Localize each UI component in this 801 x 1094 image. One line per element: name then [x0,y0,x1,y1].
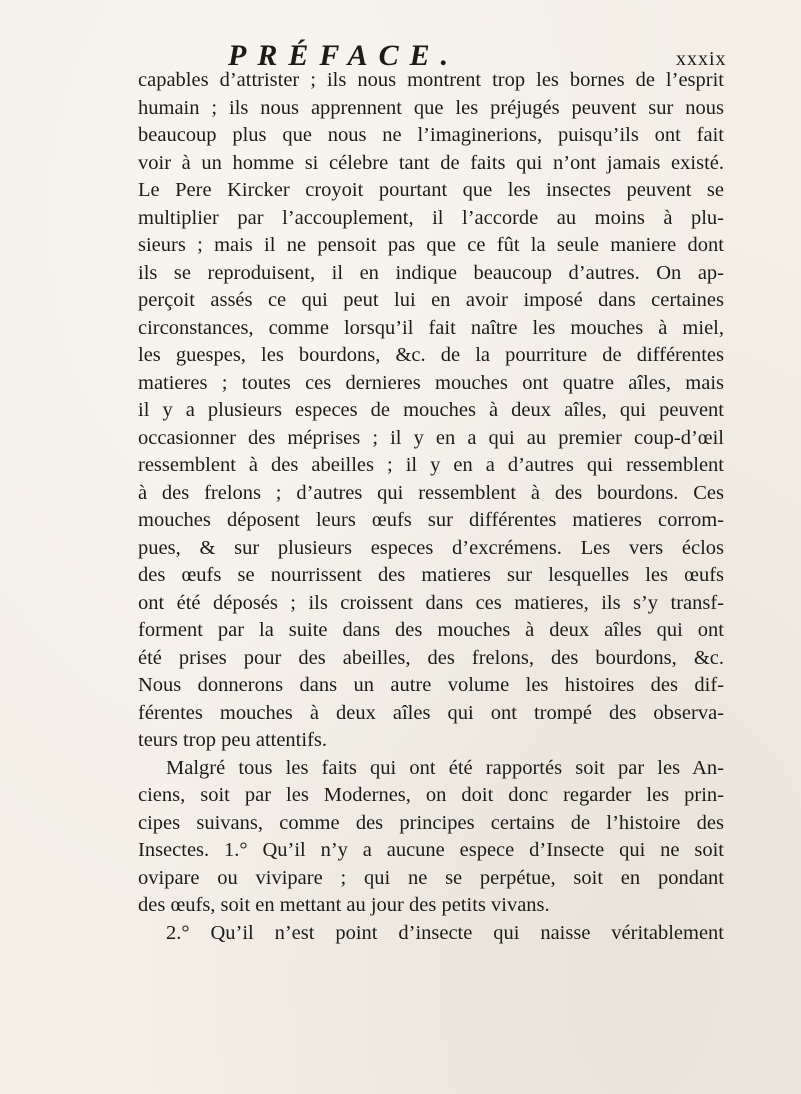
text-line: ressemblent à des abeilles ; il y en a d’autres qui ressemblent [138,454,724,476]
page-number: xxxix [676,48,727,70]
text-line: 2.° Qu’il n’est point d’insecte qui naisse véritablement [166,921,724,944]
text-line: circonstances, comme lorsqu’il fait naître les mouches à miel, [138,316,724,339]
body-text [138,67,724,947]
text-line: les guespes, les bourdons, &c. de la pourriture de différentes [138,344,724,366]
text-line: pues, & sur plusieurs especes d’excrémens. Les vers éclos [138,536,724,559]
text-line: Nous donnerons dans un autre volume les histoires des dif- [138,674,724,696]
text-line: voir à un homme si célebre tant de faits qui n’ont jamais existé. [138,151,724,174]
text-line: ciens, soit par les Modernes, on doit donc regarder les prin- [138,784,724,806]
text-line: forment par la suite dans des mouches à deux aîles qui ont [138,619,724,641]
text-line: teurs trop peu attentifs. [138,729,328,751]
text-line: Malgré tous les faits qui ont été rapportés soit par les An- [166,756,724,779]
text-line: été prises pour des abeilles, des frelons, des bourdons, &c. [138,646,724,669]
text-line: cipes suivans, comme des principes certains de l’histoire des [138,811,724,834]
running-title: PRÉFACE. [228,39,460,72]
text-line: à des frelons ; d’autres qui ressemblent à des bourdons. Ces [138,481,724,504]
text-line: Le Pere Kircker croyoit pourtant que les insectes peuvent se [138,179,724,201]
text-line: humain ; ils nous apprennent que les préjugés peuvent sur nous [138,96,724,119]
text-line: Insectes. 1.° Qu’il n’y a aucune espece d’Insecte qui ne soit [138,839,724,861]
text-line: ils se reproduisent, il en indique beaucoup d’autres. On ap- [138,261,724,284]
text-line: beaucoup plus que nous ne l’imaginerions, puisqu’ils ont fait [138,124,724,146]
text-line: matieres ; toutes ces dernieres mouches ont quatre aîles, mais [138,371,724,394]
text-line: mouches déposent leurs œufs sur différentes matieres corrom- [138,509,724,531]
text-line: férentes mouches à deux aîles qui ont trompé des observa- [138,701,724,724]
text-line: occasionner des méprises ; il y en a qui au premier coup-d’œil [138,426,724,449]
text-line: des œufs se nourrissent des matieres sur lesquelles les œufs [138,564,724,586]
text-line: ovipare ou vivipare ; qui ne se perpétue, soit en pondant [138,866,724,889]
text-line: multiplier par l’accouplement, il l’accorde au moins à plu- [138,206,724,229]
text-line: des œufs, soit en mettant au jour des petits vivans. [138,894,550,916]
text-line: capables d’attrister ; ils nous montrent trop les bornes de l’esprit [138,69,724,91]
text-line: sieurs ; mais il ne pensoit pas que ce fût la seule maniere dont [138,234,724,256]
text-line: il y a plusieurs especes de mouches à deux aîles, qui peuvent [138,399,724,421]
text-line: perçoit assés ce qui peut lui en avoir imposé dans certaines [138,289,724,311]
text-line: ont été déposés ; ils croissent dans ces matieres, ils s’y transf- [138,591,724,614]
